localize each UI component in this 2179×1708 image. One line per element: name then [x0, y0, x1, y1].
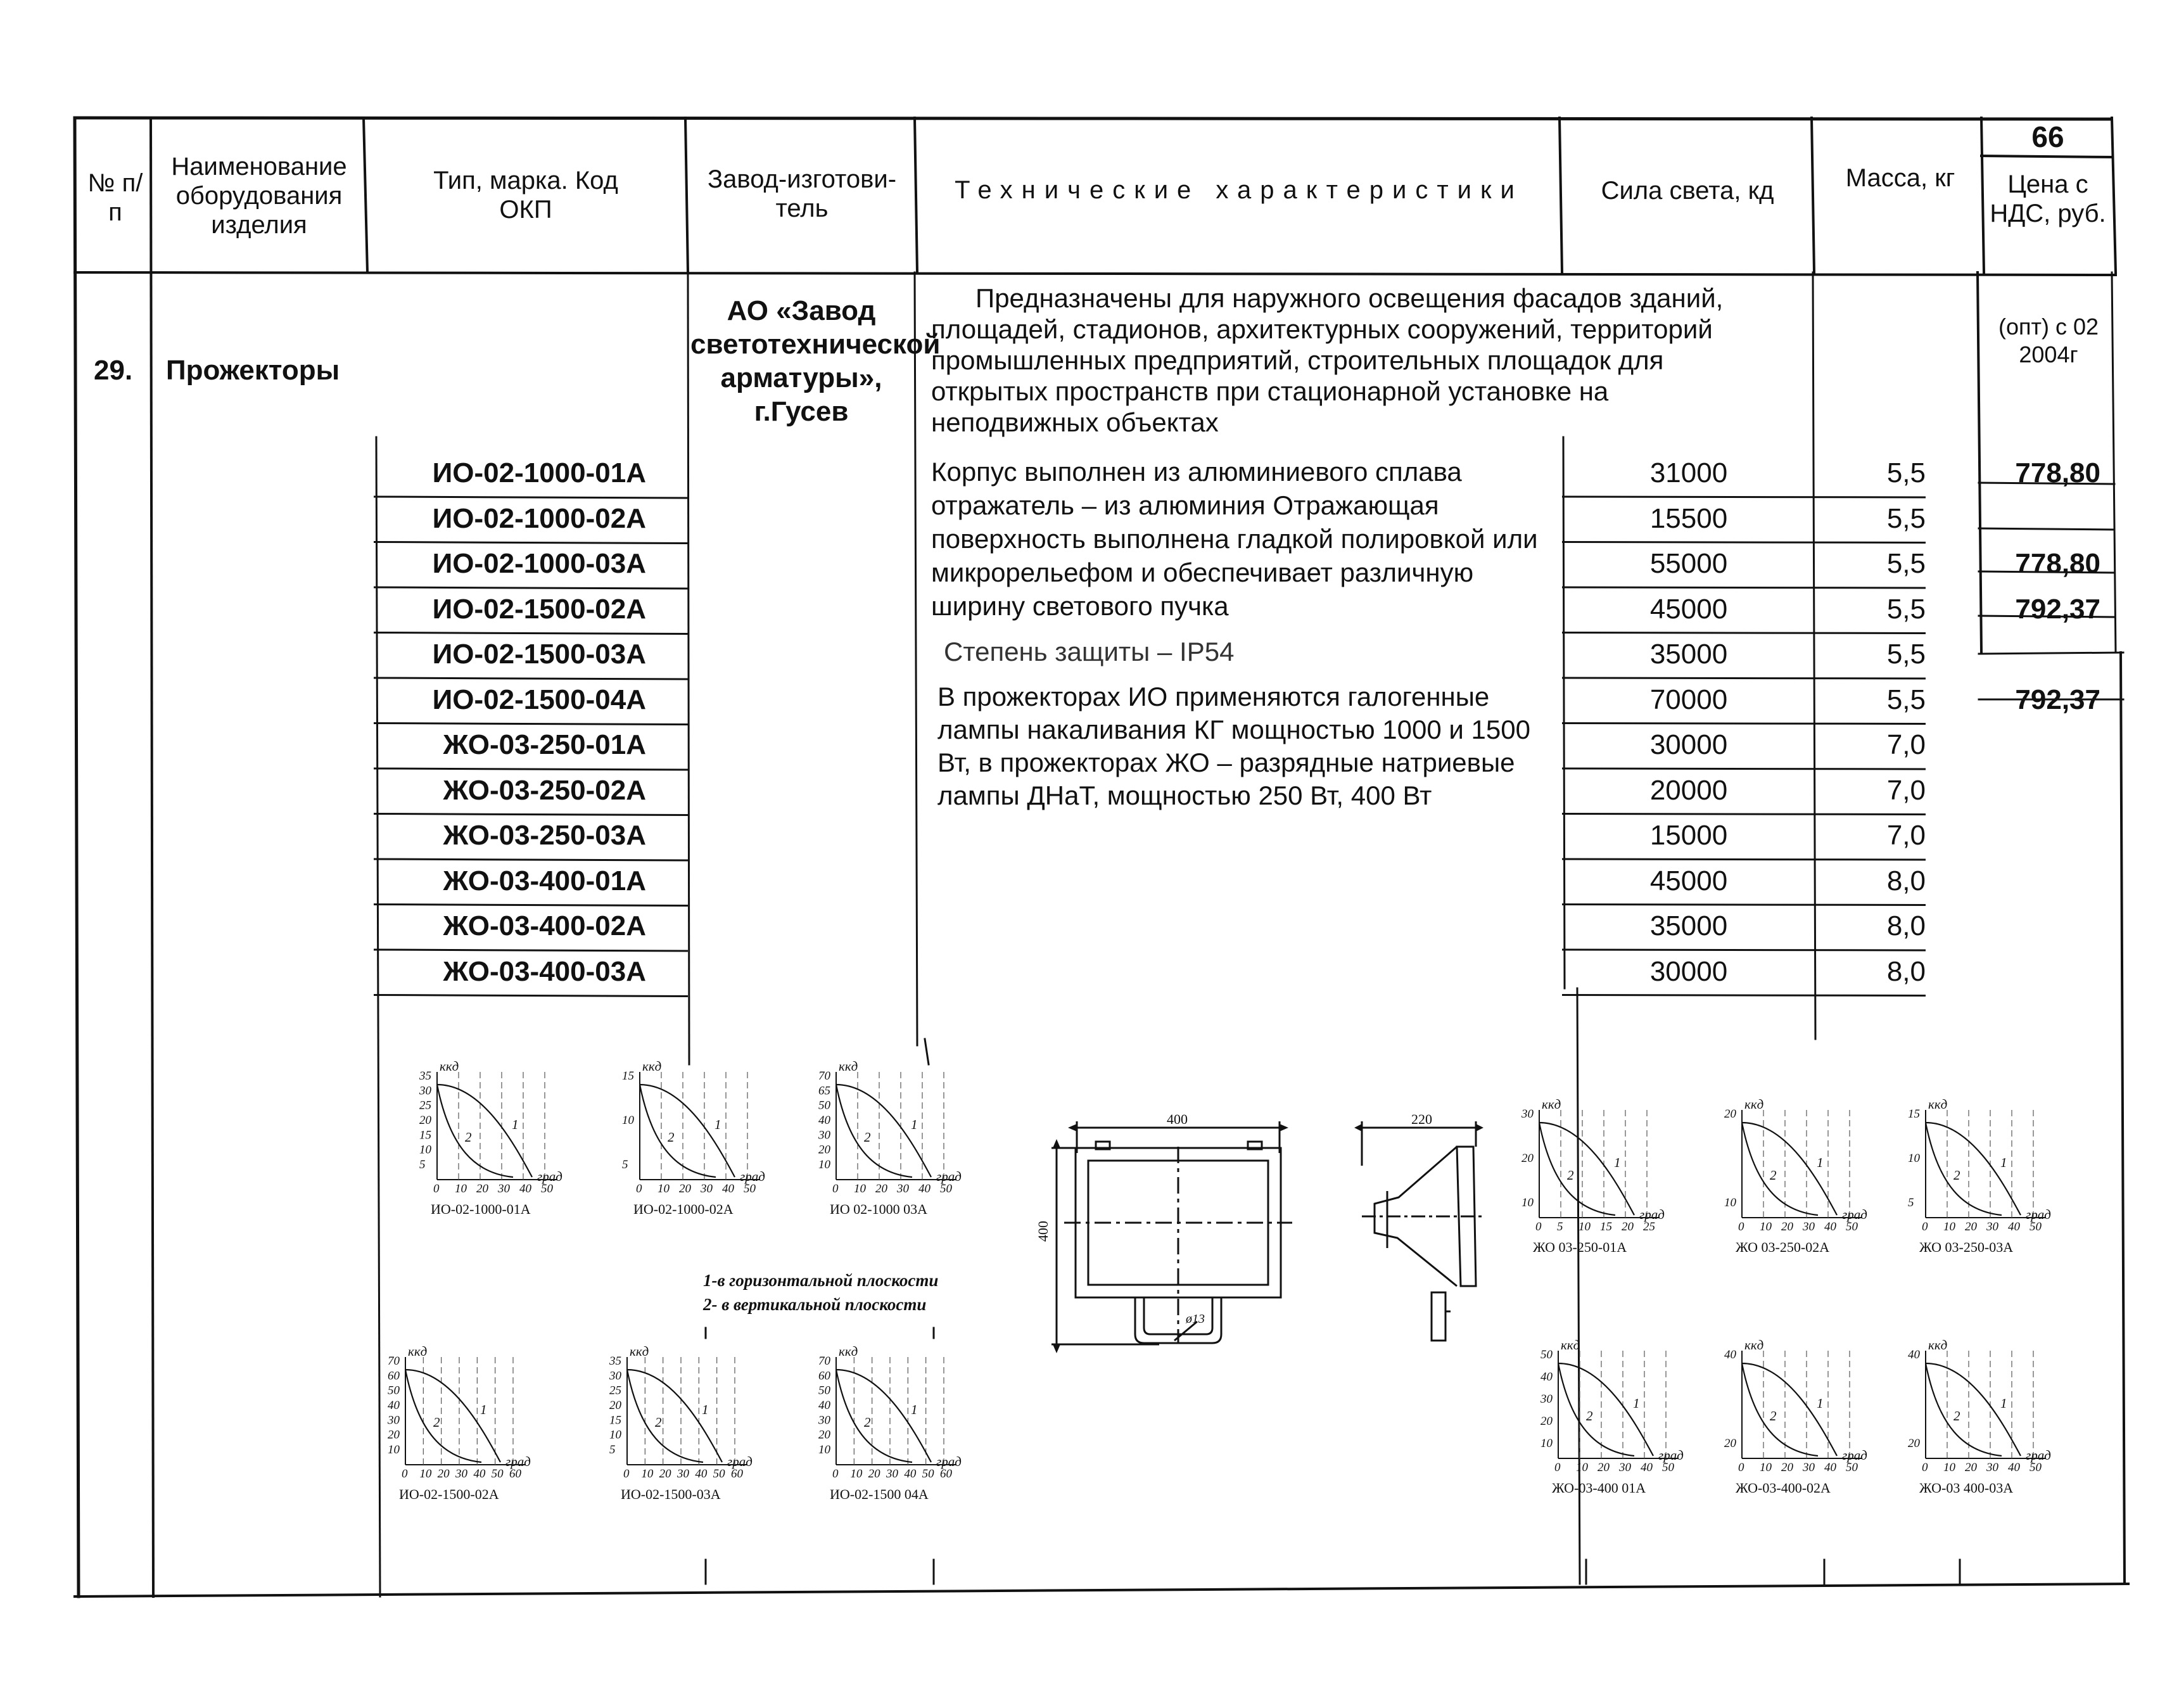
chart-x-tick: 0 [433, 1182, 440, 1195]
chart-x-tick: 0 [636, 1182, 642, 1195]
chart-x-tick: 60 [940, 1467, 952, 1481]
chart-x-tick: 10 [1943, 1461, 1955, 1474]
manufacturer: АО «Завод светотехнической арматуры», г.Гусев [690, 295, 941, 427]
chart-x-tick: 20 [1781, 1461, 1793, 1474]
row-code: ИО-02-1000-01А [432, 457, 646, 488]
chart-x-tick: 20 [1598, 1461, 1610, 1474]
chart-caption: ЖО 03-250-02А [1736, 1239, 1830, 1255]
legend-line-1: 1-в горизонтальной плоскости [703, 1271, 939, 1290]
chart-y-tick: 20 [818, 1428, 830, 1442]
dim-mount-hole: ø13 [1186, 1312, 1205, 1326]
chart-y-tick: 70 [388, 1354, 400, 1368]
curve-label-2: 2 [668, 1130, 675, 1145]
front-view-drawing [1035, 1102, 1394, 1368]
chart-y-tick: 40 [1541, 1370, 1553, 1384]
row-mass: 5,5 [1886, 639, 1926, 670]
chart-caption: ЖО 03-250-03А [1919, 1239, 2014, 1255]
chart-x-tick: 40 [722, 1182, 734, 1195]
row-mass: 5,5 [1886, 457, 1926, 488]
chart-y-tick: 40 [1724, 1348, 1736, 1361]
row-code: ЖО-03-400-03А [443, 955, 646, 987]
curve-label-2: 2 [655, 1415, 662, 1430]
chart-x-tick: 0 [1922, 1220, 1928, 1233]
chart-y-tick: 30 [609, 1369, 621, 1383]
chart-x-tick: 20 [476, 1182, 488, 1195]
chart-x-tick: 30 [1986, 1461, 1998, 1474]
side-view-drawing [1349, 1102, 1489, 1368]
curve-label-1: 1 [2000, 1155, 2007, 1170]
row-light-intensity: 55000 [1649, 548, 1728, 579]
chart-x-tick: 10 [1576, 1461, 1588, 1474]
chart-y-tick: 20 [818, 1143, 830, 1157]
chart-y-tick: 20 [1724, 1107, 1736, 1121]
chart-y-tick: 15 [622, 1069, 634, 1083]
curve-label-2: 2 [1567, 1168, 1574, 1183]
curve-label-1: 1 [1817, 1155, 1824, 1170]
chart-x-tick: 30 [1803, 1461, 1815, 1474]
row-mass: 5,5 [1886, 548, 1926, 579]
chart-y-label: ккд [1561, 1337, 1580, 1353]
row-mass: 5,5 [1886, 593, 1926, 625]
chart-x-tick: 10 [1760, 1220, 1772, 1233]
curve-label-2: 2 [433, 1415, 440, 1430]
header-tech: Технические характеристики [955, 176, 1523, 204]
chart-y-tick: 5 [419, 1158, 426, 1171]
chart-x-tick: 15 [1600, 1220, 1612, 1233]
chart-x-tick: 10 [1579, 1220, 1591, 1233]
row-mass: 8,0 [1886, 910, 1926, 941]
chart-x-tick: 50 [1846, 1220, 1858, 1233]
chart-y-tick: 25 [419, 1099, 431, 1112]
row-price: 778,80 [2015, 457, 2100, 488]
row-code: ИО-02-1500-03А [432, 639, 646, 670]
chart-x-tick: 20 [875, 1182, 887, 1195]
chart-x-tick: 30 [677, 1467, 689, 1481]
chart-y-tick: 50 [388, 1384, 400, 1398]
dim-side-width: 220 [1411, 1111, 1432, 1127]
chart-y-tick: 50 [818, 1384, 830, 1398]
legend-line-2: 2- в вертикальной плоскости [703, 1295, 927, 1314]
chart-x-tick: 10 [419, 1467, 432, 1481]
chart-y-tick: 20 [1908, 1437, 1920, 1450]
chart-y-tick: 60 [388, 1369, 400, 1383]
row-light-intensity: 35000 [1649, 639, 1728, 670]
row-code: ЖО-03-250-03А [443, 820, 646, 851]
curve-label-2: 2 [465, 1130, 472, 1145]
chart-caption: ИО 02-1000 03А [830, 1201, 927, 1217]
chart-y-tick: 30 [818, 1413, 830, 1427]
chart-y-label: ккд [1928, 1097, 1948, 1112]
row-mass: 5,5 [1886, 684, 1926, 715]
chart-y-label: ккд [1744, 1097, 1764, 1112]
chart-x-tick: 20 [1965, 1461, 1977, 1474]
chart-y-tick: 40 [818, 1114, 830, 1127]
row-code: ИО-02-1000-02А [432, 502, 646, 534]
intensity-chart [817, 1059, 975, 1204]
row-code: ЖО-03-400-02А [443, 910, 646, 941]
row-mass: 7,0 [1886, 774, 1926, 806]
chart-y-tick: 40 [1908, 1348, 1920, 1361]
chart-x-tick: 50 [541, 1182, 553, 1195]
chart-x-tick: 40 [1641, 1461, 1653, 1474]
chart-x-tick: 20 [679, 1182, 691, 1195]
chart-y-tick: 10 [818, 1158, 830, 1171]
chart-x-label: град [1639, 1207, 1665, 1222]
chart-y-tick: 35 [609, 1354, 621, 1368]
chart-y-tick: 20 [1521, 1152, 1534, 1165]
chart-y-tick: 65 [818, 1084, 830, 1098]
chart-y-label: ккд [1744, 1337, 1764, 1353]
chart-x-tick: 20 [437, 1467, 450, 1481]
chart-y-tick: 20 [609, 1399, 621, 1412]
chart-x-label: град [2026, 1448, 2051, 1463]
chart-y-tick: 15 [419, 1128, 431, 1142]
intensity-chart [1907, 1337, 2065, 1482]
page-number: 66 [2031, 120, 2064, 153]
chart-x-tick: 50 [1662, 1461, 1674, 1474]
header-mass: Масса, кг [1845, 164, 1955, 192]
chart-y-tick: 10 [1724, 1196, 1736, 1209]
curve-label-1: 1 [702, 1402, 709, 1417]
chart-x-tick: 10 [850, 1467, 863, 1481]
chart-x-tick: 40 [1824, 1461, 1836, 1474]
chart-x-tick: 0 [1738, 1461, 1744, 1474]
chart-y-tick: 10 [1908, 1152, 1920, 1165]
header-light: Сила света, кд [1601, 177, 1774, 205]
chart-x-tick: 50 [2030, 1220, 2042, 1233]
chart-y-tick: 20 [1724, 1437, 1736, 1450]
chart-x-tick: 10 [641, 1467, 654, 1481]
chart-x-tick: 30 [897, 1182, 909, 1195]
chart-y-label: ккд [440, 1059, 459, 1074]
chart-y-tick: 30 [419, 1084, 431, 1098]
chart-caption: ЖО-03 400-03А [1919, 1480, 2014, 1496]
chart-x-label: град [936, 1169, 962, 1184]
chart-x-tick: 20 [1622, 1220, 1634, 1233]
chart-y-tick: 40 [388, 1399, 400, 1412]
row-light-intensity: 20000 [1649, 774, 1728, 806]
purpose-text: Предназначены для наружного освещения фасадов зданий, площадей, стадионов, архитектурных сооружений, территорий промышленных предприятий, строительных площадок для открытых пространств при стационарной установке на неподвижных объектах [931, 283, 1724, 437]
chart-x-tick: 30 [701, 1182, 713, 1195]
chart-y-tick: 5 [609, 1443, 616, 1456]
curve-label-1: 1 [480, 1402, 487, 1417]
price-note: (опт) с 02 2004г [1998, 314, 2099, 367]
chart-caption: ИО-02-1500-03А [621, 1486, 721, 1502]
row-light-intensity: 31000 [1649, 457, 1728, 488]
row-mass: 7,0 [1886, 820, 1926, 851]
chart-x-tick: 50 [491, 1467, 504, 1481]
chart-x-tick: 30 [455, 1467, 467, 1481]
chart-x-tick: 20 [659, 1467, 671, 1481]
row-light-intensity: 35000 [1649, 910, 1728, 941]
row-code: ЖО-03-400-01А [443, 865, 646, 896]
chart-x-label: град [537, 1169, 562, 1184]
row-light-intensity: 15000 [1649, 820, 1728, 851]
chart-x-tick: 60 [731, 1467, 743, 1481]
curve-label-2: 2 [864, 1130, 871, 1145]
header-type: Тип, марка. Код ОКП [433, 167, 618, 224]
row-mass: 8,0 [1886, 955, 1926, 987]
item-name: Прожекторы [166, 355, 340, 386]
chart-y-label: ккд [642, 1059, 662, 1074]
chart-x-tick: 0 [832, 1182, 839, 1195]
chart-x-tick: 10 [1760, 1461, 1772, 1474]
chart-x-tick: 0 [832, 1467, 839, 1481]
curve-label-1: 1 [1817, 1396, 1824, 1411]
chart-x-label: град [727, 1454, 753, 1469]
intensity-chart [1723, 1337, 1881, 1482]
chart-y-tick: 15 [609, 1413, 621, 1427]
chart-x-tick: 50 [922, 1467, 934, 1481]
curve-label-1: 1 [1633, 1396, 1640, 1411]
chart-x-tick: 40 [904, 1467, 917, 1481]
curve-label-2: 2 [1586, 1408, 1593, 1424]
chart-x-label: град [2026, 1207, 2051, 1222]
curve-label-2: 2 [1953, 1168, 1960, 1183]
header-number: № п/п [87, 169, 143, 226]
chart-x-tick: 40 [473, 1467, 486, 1481]
chart-x-tick: 10 [658, 1182, 670, 1195]
row-light-intensity: 70000 [1649, 684, 1728, 715]
intensity-chart [386, 1344, 545, 1489]
chart-x-tick: 10 [455, 1182, 467, 1195]
row-code: ЖО-03-250-02А [443, 774, 646, 806]
chart-y-tick: 10 [622, 1114, 634, 1127]
chart-caption: ЖО 03-250-01А [1533, 1239, 1627, 1255]
chart-y-label: ккд [839, 1059, 858, 1074]
chart-x-tick: 50 [2030, 1461, 2042, 1474]
chart-y-tick: 20 [419, 1114, 431, 1127]
chart-y-tick: 40 [818, 1399, 830, 1412]
chart-y-tick: 70 [818, 1069, 830, 1083]
chart-y-tick: 70 [818, 1354, 830, 1368]
row-light-intensity: 30000 [1649, 729, 1728, 760]
curve-label-1: 1 [1614, 1155, 1621, 1170]
chart-y-tick: 35 [419, 1069, 431, 1083]
chart-x-tick: 20 [1781, 1220, 1793, 1233]
chart-y-tick: 5 [1908, 1196, 1914, 1209]
chart-x-tick: 40 [519, 1182, 531, 1195]
row-light-intensity: 45000 [1649, 593, 1728, 625]
header-maker: Завод-изготови-тель [707, 165, 897, 222]
chart-x-label: град [936, 1454, 962, 1469]
chart-caption: ИО-02-1000-02А [633, 1201, 734, 1217]
chart-x-label: град [740, 1169, 765, 1184]
row-light-intensity: 30000 [1649, 955, 1728, 987]
row-mass: 8,0 [1886, 865, 1926, 896]
chart-x-tick: 30 [498, 1182, 510, 1195]
chart-x-tick: 60 [509, 1467, 521, 1481]
chart-y-label: ккд [1928, 1337, 1948, 1353]
chart-y-label: ккд [1542, 1097, 1561, 1112]
chart-x-label: град [1842, 1207, 1867, 1222]
chart-y-tick: 30 [1521, 1107, 1534, 1121]
intensity-chart [1907, 1097, 2065, 1242]
chart-x-tick: 50 [713, 1467, 725, 1481]
curve-label-1: 1 [512, 1117, 519, 1132]
chart-y-tick: 10 [419, 1143, 431, 1157]
intensity-chart [621, 1059, 779, 1204]
chart-y-tick: 50 [1541, 1348, 1553, 1361]
lamps-description: В прожекторах ИО применяются галогенные лампы накаливания КГ мощностью 1000 и 1500 Вт, в прожекторах ЖО – разрядные натриевые лампы ДНаТ, мощностью 250 Вт, 400 Вт [937, 682, 1530, 810]
row-price: 792,37 [2015, 593, 2100, 625]
dim-front-height: 400 [1035, 1221, 1051, 1242]
chart-x-tick: 0 [623, 1467, 630, 1481]
chart-y-tick: 20 [1541, 1415, 1553, 1428]
chart-y-tick: 25 [609, 1384, 621, 1398]
intensity-chart [817, 1344, 975, 1489]
chart-x-tick: 30 [886, 1467, 898, 1481]
chart-x-tick: 0 [1738, 1220, 1744, 1233]
chart-caption: ИО-02-1500-02А [399, 1486, 499, 1502]
chart-x-tick: 20 [1965, 1220, 1977, 1233]
row-price: 792,37 [2015, 684, 2100, 715]
row-price: 778,80 [2015, 548, 2100, 579]
intensity-chart [418, 1059, 576, 1204]
chart-y-tick: 30 [1541, 1393, 1553, 1406]
header-name: Наименование оборудования изделия [171, 153, 347, 239]
curve-label-2: 2 [1770, 1168, 1777, 1183]
curve-label-1: 1 [911, 1402, 918, 1417]
chart-y-tick: 20 [388, 1428, 400, 1442]
chart-y-tick: 15 [1908, 1107, 1920, 1121]
row-code: ИО-02-1500-04А [432, 684, 646, 715]
chart-caption: ЖО-03-400 01А [1552, 1480, 1646, 1496]
row-mass: 7,0 [1886, 729, 1926, 760]
chart-y-label: ккд [408, 1344, 428, 1359]
chart-x-tick: 40 [695, 1467, 708, 1481]
header-price: Цена с НДС, руб. [1990, 170, 2106, 227]
chart-x-tick: 10 [854, 1182, 866, 1195]
chart-y-tick: 10 [388, 1443, 400, 1456]
chart-x-tick: 0 [1922, 1461, 1928, 1474]
chart-x-tick: 40 [2008, 1220, 2020, 1233]
body-description: Корпус выполнен из алюминиевого сплава отражатель – из алюминия Отражающая поверхность выполнена гладкой полировкой или микрорельефом и обеспечивает различную ширину светового пучка [931, 457, 1538, 621]
protection-text: Степень защиты – IP54 [944, 637, 1235, 666]
chart-x-label: град [1658, 1448, 1684, 1463]
row-light-intensity: 45000 [1649, 865, 1728, 896]
chart-x-tick: 50 [744, 1182, 756, 1195]
intensity-chart [1520, 1097, 1679, 1242]
chart-x-tick: 50 [940, 1182, 952, 1195]
chart-y-tick: 60 [818, 1369, 830, 1383]
chart-x-tick: 20 [868, 1467, 880, 1481]
chart-x-tick: 30 [1803, 1220, 1815, 1233]
chart-x-tick: 0 [402, 1467, 408, 1481]
chart-y-tick: 10 [1541, 1437, 1553, 1450]
intensity-chart [608, 1344, 766, 1489]
chart-x-tick: 50 [1846, 1461, 1858, 1474]
row-mass: 5,5 [1886, 502, 1926, 534]
chart-x-label: град [505, 1454, 531, 1469]
chart-x-tick: 5 [1557, 1220, 1563, 1233]
curve-label-1: 1 [2000, 1396, 2007, 1411]
chart-x-tick: 10 [1943, 1220, 1955, 1233]
chart-x-tick: 25 [1643, 1220, 1655, 1233]
chart-x-tick: 40 [2008, 1461, 2020, 1474]
row-code: ЖО-03-250-01А [443, 729, 646, 760]
intensity-chart [1539, 1337, 1698, 1482]
chart-y-tick: 10 [818, 1443, 830, 1456]
row-code: ИО-02-1500-02А [432, 593, 646, 625]
curve-label-1: 1 [911, 1117, 918, 1132]
intensity-chart [1723, 1097, 1881, 1242]
item-number: 29. [94, 355, 133, 386]
chart-x-tick: 40 [918, 1182, 931, 1195]
row-code: ИО-02-1000-03А [432, 548, 646, 579]
chart-x-tick: 30 [1619, 1461, 1631, 1474]
chart-y-tick: 10 [1521, 1196, 1534, 1209]
chart-y-label: ккд [839, 1344, 858, 1359]
chart-y-tick: 10 [609, 1428, 621, 1442]
chart-y-tick: 50 [818, 1099, 830, 1112]
chart-y-label: ккд [630, 1344, 649, 1359]
chart-caption: ИО-02-1000-01А [431, 1201, 531, 1217]
curve-label-2: 2 [1770, 1408, 1777, 1424]
chart-x-tick: 40 [1824, 1220, 1836, 1233]
chart-y-tick: 30 [818, 1128, 830, 1142]
chart-caption: ЖО-03-400-02А [1736, 1480, 1831, 1496]
dim-front-width: 400 [1167, 1111, 1188, 1127]
curve-label-1: 1 [715, 1117, 721, 1132]
chart-x-label: град [1842, 1448, 1867, 1463]
chart-x-tick: 0 [1535, 1220, 1542, 1233]
chart-caption: ИО-02-1500 04А [830, 1486, 929, 1502]
curve-label-2: 2 [864, 1415, 871, 1430]
chart-y-tick: 30 [388, 1413, 400, 1427]
chart-x-tick: 30 [1986, 1220, 1998, 1233]
chart-x-tick: 0 [1554, 1461, 1561, 1474]
curve-label-2: 2 [1953, 1408, 1960, 1424]
chart-y-tick: 5 [622, 1158, 628, 1171]
row-light-intensity: 15500 [1649, 502, 1728, 534]
